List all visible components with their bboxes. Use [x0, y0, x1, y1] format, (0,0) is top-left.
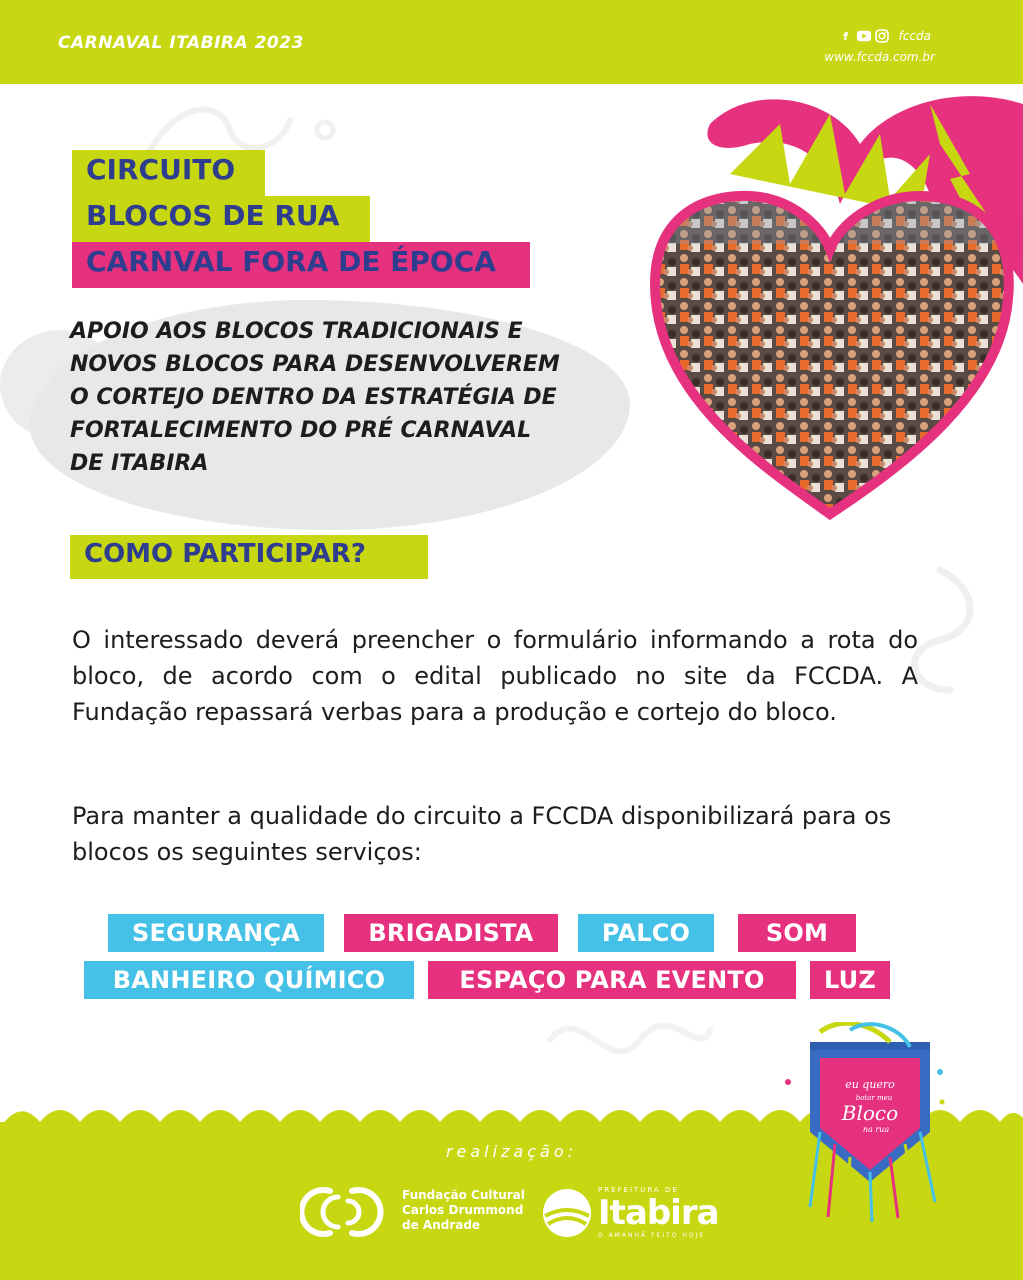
service-tag-seguranca: [108, 914, 324, 952]
swirl-decoration: [540, 1000, 720, 1080]
facebook-icon[interactable]: f: [843, 29, 848, 43]
fccda-line: Carlos Drummond: [402, 1203, 524, 1217]
realizacao-label: realização:: [445, 1142, 578, 1161]
service-label: BANHEIRO QUÍMICO: [112, 966, 386, 994]
intro-line: FORTALECIMENTO DO PRÉ CARNAVAL: [70, 418, 532, 443]
service-tag-luz: [810, 961, 890, 999]
itabira-prefeitura: PREFEITURA DE: [598, 1186, 679, 1194]
heading-carnaval: [72, 242, 530, 288]
service-tag-som: [738, 914, 856, 952]
banner-text-line: eu quero: [845, 1078, 895, 1091]
heart-crowd-photo: [630, 84, 1023, 524]
intro-line: DE ITABIRA: [70, 451, 209, 476]
intro-line: O CORTEJO DENTRO DA ESTRATÉGIA DE: [70, 385, 557, 410]
itabira-name: Itabira: [598, 1193, 719, 1233]
heading-text: BLOCOS DE RUA: [86, 199, 340, 232]
heading-blocos: [72, 196, 370, 242]
service-label: PALCO: [601, 919, 691, 947]
banner-text-line: botar meu: [855, 1094, 893, 1102]
service-tag-brigadista: [344, 914, 558, 952]
how-to-heading: [70, 535, 428, 579]
social-handle: fccda: [898, 29, 931, 43]
service-label: BRIGADISTA: [368, 919, 534, 947]
website-url[interactable]: www.fccda.com.br: [824, 50, 935, 64]
service-tag-espaco: [428, 961, 796, 999]
service-tag-banheiro: [84, 961, 414, 999]
fccda-line: Fundação Cultural: [402, 1188, 525, 1202]
youtube-icon[interactable]: [857, 29, 871, 43]
service-label: LUZ: [824, 966, 876, 994]
service-label: SEGURANÇA: [132, 919, 300, 947]
itabira-logo-icon: [540, 1186, 594, 1240]
heading-text: CARNVAL FORA DE ÉPOCA: [86, 245, 496, 278]
heading-text: CIRCUITO: [86, 153, 236, 186]
how-to-paragraph-2: Para manter a qualidade do circuito a FCCDA disponibilizará para os blocos os seguintes serviços:: [72, 802, 892, 866]
banner-text-line: na rua: [862, 1125, 890, 1134]
service-tag-palco: [578, 914, 714, 952]
fccda-name: [402, 1188, 525, 1233]
how-to-paragraph-1: O interessado deverá preencher o formulário informando a rota do bloco, de acordo com o edital publicado no site da FCCDA. A Fundação repassará verbas para a produção e cortejo do bloco.: [72, 626, 918, 726]
itabira-tagline: O AMANHÃ FEITO HOJE: [598, 1232, 706, 1239]
intro-line: NOVOS BLOCOS PARA DESENVOLVEREM: [70, 352, 560, 377]
banner-text-line: Bloco: [841, 1101, 899, 1125]
heading-circuito: [72, 150, 265, 196]
social-links: [839, 29, 931, 43]
event-title: CARNAVAL ITABIRA 2023: [58, 33, 304, 53]
service-label: ESPAÇO PARA EVENTO: [459, 966, 765, 994]
intro-text: [70, 315, 650, 480]
fccda-logo-icon: [300, 1183, 396, 1241]
instagram-icon[interactable]: [875, 29, 889, 43]
fccda-line: de Andrade: [402, 1218, 481, 1232]
bloco-banner-image: [780, 1022, 950, 1222]
top-bar: [0, 0, 1023, 84]
intro-line: APOIO AOS BLOCOS TRADICIONAIS E: [70, 319, 523, 344]
heading-text: COMO PARTICIPAR?: [84, 539, 366, 569]
service-label: SOM: [765, 919, 829, 947]
